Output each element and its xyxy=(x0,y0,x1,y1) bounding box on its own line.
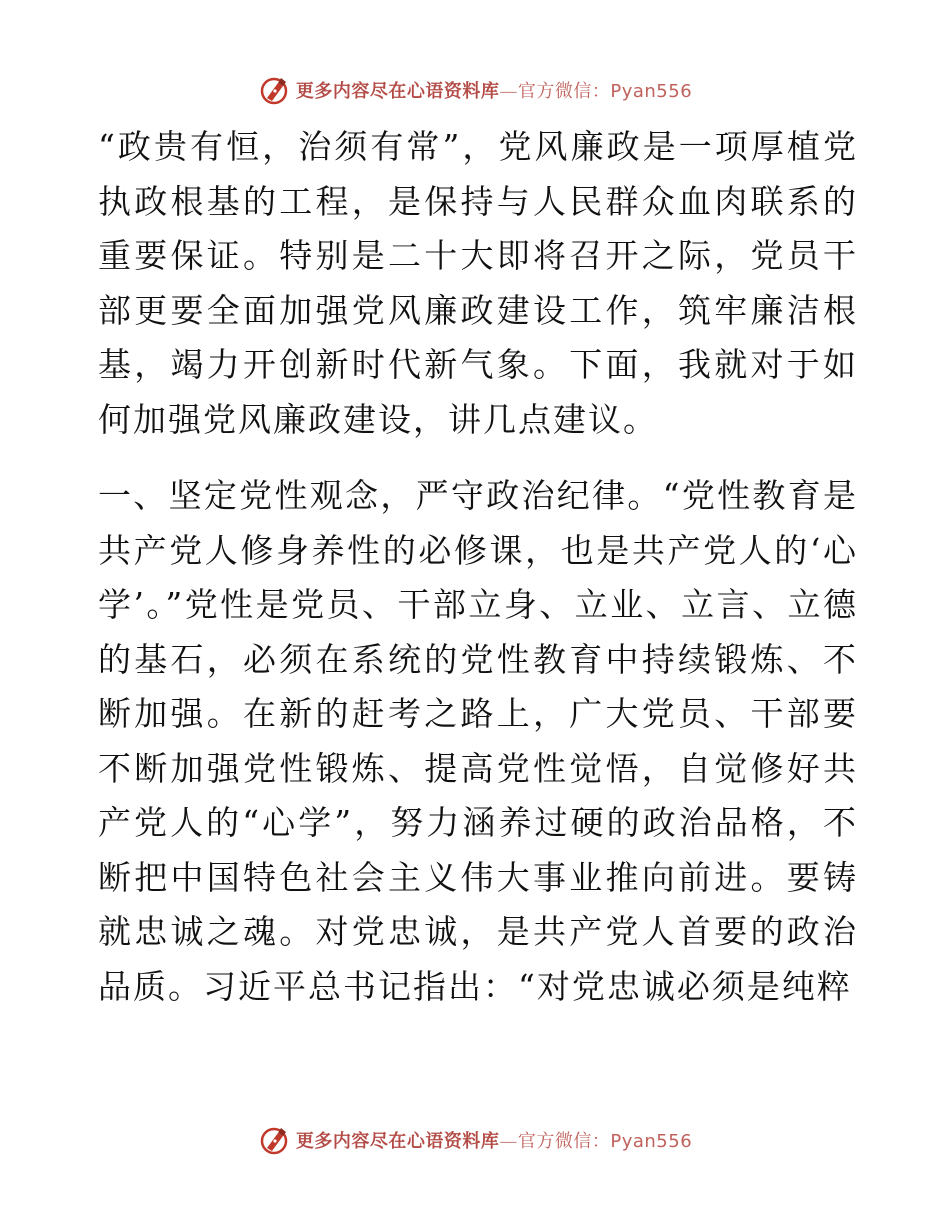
footer-banner-text xyxy=(296,1127,692,1153)
header-banner xyxy=(0,72,950,108)
paragraph-intro: “政贵有恒，治须有常”，党风廉政是一项厚植党执政根基的工程，是保持与人民群众血肉联系的重要保证。特别是二十大即将召开之际，党员干部更要全面加强党风廉政建设工作，筑牢廉洁根基，竭力开创新时代新气象。下面，我就对于如何加强党风廉政建设，讲几点建议。 xyxy=(98,127,858,439)
header-banner-main: 更多内容尽在心语资料库 xyxy=(295,81,500,102)
document-body xyxy=(98,120,858,1014)
pen-nib-logo-icon xyxy=(258,74,290,106)
footer-banner-sep: — xyxy=(499,1131,518,1152)
footer-banner-main: 更多内容尽在心语资料库 xyxy=(295,1131,500,1152)
header-banner-sep: — xyxy=(499,81,518,102)
pen-nib-logo-icon xyxy=(258,1124,290,1156)
footer-banner xyxy=(0,1122,950,1158)
footer-banner-id: Pyan556 xyxy=(610,1131,693,1152)
header-banner-wechat: 官方微信： xyxy=(517,81,611,102)
footer-banner-wechat: 官方微信： xyxy=(517,1131,611,1152)
paragraph-section-one: 一、坚定党性观念，严守政治纪律。“党性教育是共产党人修身养性的必修课，也是共产党人的‘心学’。”党性是党员、干部立身、立业、立言、立德的基石，必须在系统的党性教育中持续锻炼、不断加强。在新的赶考之路上，广大党员、干部要不断加强党性锻炼、提高党性觉悟，自觉修好共产党人的“心学”，努力涵养过硬的政治品格，不断把中国特色社会主义伟大事业推向前进。要铸就忠诚之魂。对党忠诚，是共产党人首要的政治品质。习近平总书记指出：“对党忠诚必须是纯粹 xyxy=(98,476,858,1006)
header-banner-text xyxy=(296,77,692,103)
header-banner-id: Pyan556 xyxy=(610,81,693,102)
